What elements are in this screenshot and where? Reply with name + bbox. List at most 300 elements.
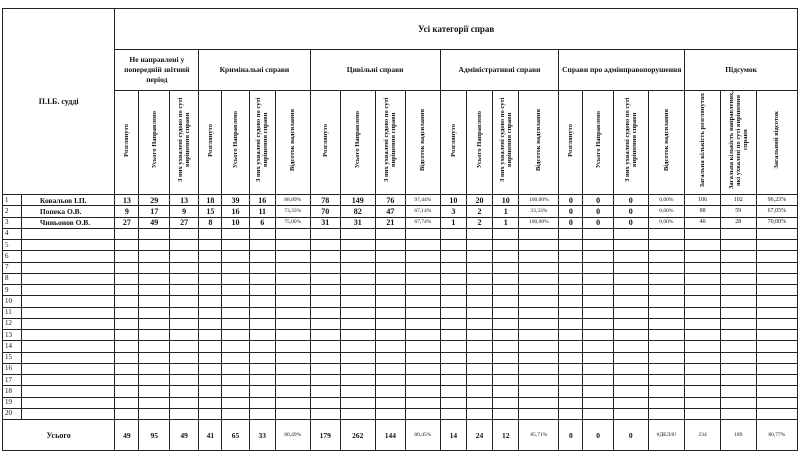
table-cell (440, 318, 466, 329)
table-cell (169, 352, 198, 363)
table-cell (310, 408, 340, 419)
table-cell (340, 296, 375, 307)
table-cell (275, 251, 310, 262)
table-cell: 0 (613, 195, 648, 206)
table-cell (559, 318, 583, 329)
column-header (169, 91, 198, 195)
table-cell (310, 307, 340, 318)
table-cell (685, 240, 721, 251)
table-cell: 76 (375, 195, 405, 206)
table-cell (115, 352, 139, 363)
table-cell (249, 228, 275, 239)
table-cell (249, 363, 275, 374)
table-cell (559, 386, 583, 397)
table-cell (199, 375, 222, 386)
table-cell (440, 262, 466, 273)
table-cell (375, 262, 405, 273)
judge-name (21, 251, 114, 262)
table-cell (139, 228, 169, 239)
table-cell (199, 251, 222, 262)
table-cell: 67,14% (406, 206, 441, 217)
table-cell (310, 386, 340, 397)
table-cell (466, 408, 492, 419)
category-header-not-sent: Не направлені у попередній звітний період (115, 50, 199, 91)
table-cell (199, 273, 222, 284)
table-row (3, 408, 798, 419)
table-cell (519, 408, 559, 419)
table-cell (440, 375, 466, 386)
judge-name (21, 330, 114, 341)
table-cell: 0,00% (648, 195, 685, 206)
column-header-label: Відсоток надсилання (535, 108, 543, 172)
table-cell (310, 363, 340, 374)
table-cell (169, 273, 198, 284)
table-cell (115, 240, 139, 251)
table-cell (720, 375, 756, 386)
table-cell (375, 397, 405, 408)
table-cell (440, 352, 466, 363)
table-cell (519, 397, 559, 408)
table-cell (406, 341, 441, 352)
judge-name (21, 397, 114, 408)
table-cell (375, 307, 405, 318)
table-cell: 10 (440, 195, 466, 206)
table-cell (340, 285, 375, 296)
table-cell: 149 (340, 195, 375, 206)
table-row (3, 397, 798, 408)
table-cell (310, 352, 340, 363)
judge-name (21, 296, 114, 307)
judge-name-header: П.І.Б. судді (3, 9, 115, 195)
table-cell (249, 341, 275, 352)
table-cell (115, 408, 139, 419)
table-cell (756, 228, 797, 239)
table-cell (648, 397, 685, 408)
table-cell (275, 240, 310, 251)
table-cell (406, 273, 441, 284)
table-cell: 96,23% (756, 195, 797, 206)
table-cell (583, 318, 613, 329)
table-cell (249, 318, 275, 329)
table-cell: 40 (685, 217, 721, 228)
table-cell: 97,44% (406, 195, 441, 206)
table-cell (685, 307, 721, 318)
report-sheet (2, 8, 798, 451)
table-cell (440, 228, 466, 239)
column-header (375, 91, 405, 195)
table-cell (648, 296, 685, 307)
column-header-label: Розглянуто (567, 123, 575, 157)
table-cell (310, 375, 340, 386)
table-cell (685, 262, 721, 273)
table-cell (340, 386, 375, 397)
table-cell (169, 228, 198, 239)
table-cell (115, 273, 139, 284)
table-cell (222, 397, 249, 408)
table-cell (583, 240, 613, 251)
row-index: 20 (3, 408, 22, 419)
table-cell (648, 285, 685, 296)
table-cell (310, 397, 340, 408)
table-row (3, 352, 798, 363)
table-cell (613, 273, 648, 284)
table-cell (340, 228, 375, 239)
table-cell (310, 296, 340, 307)
table-cell (375, 363, 405, 374)
all-categories-header: Усі категорії справ (115, 9, 798, 50)
column-header (440, 91, 466, 195)
table-cell (406, 240, 441, 251)
table-cell (375, 228, 405, 239)
table-cell (222, 318, 249, 329)
table-cell (519, 375, 559, 386)
table-cell (199, 341, 222, 352)
table-cell (169, 330, 198, 341)
table-cell (519, 262, 559, 273)
table-cell: 27 (115, 217, 139, 228)
table-cell (466, 307, 492, 318)
judge-name (21, 240, 114, 251)
table-cell (756, 307, 797, 318)
table-cell (519, 341, 559, 352)
table-cell (720, 228, 756, 239)
table-cell: 0 (559, 217, 583, 228)
table-cell: 0 (613, 217, 648, 228)
row-index: 14 (3, 341, 22, 352)
row-index: 18 (3, 386, 22, 397)
table-cell (519, 251, 559, 262)
table-cell (275, 375, 310, 386)
table-cell (559, 296, 583, 307)
column-header-label: З них ухвалені судово по суті вирішення справи (498, 97, 513, 183)
table-cell (406, 251, 441, 262)
row-index: 5 (3, 240, 22, 251)
table-cell (720, 318, 756, 329)
table-cell (406, 363, 441, 374)
table-cell (115, 262, 139, 273)
table-cell: 102 (720, 195, 756, 206)
table-cell (613, 285, 648, 296)
table-cell (199, 240, 222, 251)
table-cell (613, 363, 648, 374)
table-cell (440, 273, 466, 284)
table-row (3, 341, 798, 352)
table-cell (466, 240, 492, 251)
table-cell (583, 262, 613, 273)
total-cell: 85,71% (519, 420, 559, 451)
table-cell (169, 375, 198, 386)
category-header-row (3, 50, 798, 91)
table-cell (275, 386, 310, 397)
table-cell (440, 408, 466, 419)
table-cell (340, 240, 375, 251)
table-cell (340, 363, 375, 374)
judge-name (21, 307, 114, 318)
total-cell: 12 (493, 420, 519, 451)
table-cell (275, 307, 310, 318)
table-cell (583, 397, 613, 408)
column-header-label: Розглянуто (321, 123, 329, 157)
table-cell (613, 330, 648, 341)
table-cell (648, 251, 685, 262)
table-row (3, 228, 798, 239)
table-cell (685, 296, 721, 307)
table-cell (406, 397, 441, 408)
table-cell: 59 (720, 206, 756, 217)
table-cell (756, 408, 797, 419)
table-cell: 49 (139, 217, 169, 228)
table-cell (249, 375, 275, 386)
table-cell (685, 285, 721, 296)
table-cell (115, 251, 139, 262)
table-cell (310, 330, 340, 341)
table-cell (169, 318, 198, 329)
table-cell (466, 262, 492, 273)
total-cell: 80,49% (275, 420, 310, 451)
table-cell: 78 (310, 195, 340, 206)
table-cell: 27 (169, 217, 198, 228)
table-cell (519, 273, 559, 284)
table-cell (222, 386, 249, 397)
table-cell (222, 285, 249, 296)
table-cell (139, 273, 169, 284)
column-header (720, 91, 756, 195)
table-cell (310, 318, 340, 329)
table-row (3, 240, 798, 251)
table-cell (559, 363, 583, 374)
table-cell: 9 (169, 206, 198, 217)
table-cell (720, 397, 756, 408)
table-cell (199, 228, 222, 239)
table-cell (466, 318, 492, 329)
column-header-label: Усього Направлено (150, 111, 158, 169)
table-cell (115, 285, 139, 296)
table-row (3, 195, 798, 206)
table-cell (685, 273, 721, 284)
table-cell (199, 386, 222, 397)
judges-report-table (2, 8, 798, 451)
table-cell (519, 363, 559, 374)
table-cell: 31 (310, 217, 340, 228)
table-cell (440, 330, 466, 341)
table-cell: 70 (310, 206, 340, 217)
table-cell (466, 330, 492, 341)
table-cell (222, 307, 249, 318)
table-cell (613, 341, 648, 352)
table-cell (583, 375, 613, 386)
row-index: 6 (3, 251, 22, 262)
table-cell (613, 386, 648, 397)
column-header-label: Усього Направлено (594, 111, 602, 169)
table-cell (275, 341, 310, 352)
table-cell (648, 330, 685, 341)
row-index: 15 (3, 352, 22, 363)
table-cell: 29 (139, 195, 169, 206)
total-cell: 49 (169, 420, 198, 451)
table-cell (375, 352, 405, 363)
category-header-civil: Цивільні справи (310, 50, 440, 91)
column-header-row (3, 91, 798, 195)
table-cell (222, 296, 249, 307)
table-cell (756, 386, 797, 397)
table-cell: 47 (375, 206, 405, 217)
table-cell (115, 296, 139, 307)
judge-name (21, 228, 114, 239)
table-cell: 0 (613, 206, 648, 217)
table-cell (375, 330, 405, 341)
table-cell (139, 330, 169, 341)
table-cell (685, 318, 721, 329)
table-cell (249, 285, 275, 296)
table-cell (756, 240, 797, 251)
table-cell (440, 363, 466, 374)
column-header (115, 91, 139, 195)
row-index: 12 (3, 318, 22, 329)
table-cell: 21 (375, 217, 405, 228)
table-cell (583, 307, 613, 318)
table-cell (139, 296, 169, 307)
table-cell (559, 228, 583, 239)
table-row (3, 330, 798, 341)
column-header-label: Розглянуто (206, 123, 214, 157)
judge-name (21, 285, 114, 296)
table-row (3, 386, 798, 397)
table-cell (139, 397, 169, 408)
table-cell: 88,89% (275, 195, 310, 206)
table-cell (375, 386, 405, 397)
table-cell (440, 386, 466, 397)
table-cell (613, 307, 648, 318)
table-cell (169, 240, 198, 251)
table-cell (493, 251, 519, 262)
column-header (199, 91, 222, 195)
table-cell (222, 341, 249, 352)
table-cell (115, 386, 139, 397)
column-header-label: Усього Направлено (476, 111, 484, 169)
table-cell (199, 307, 222, 318)
table-cell (559, 307, 583, 318)
table-cell: 16 (222, 206, 249, 217)
table-cell (115, 228, 139, 239)
table-cell (340, 307, 375, 318)
table-cell (249, 251, 275, 262)
table-cell (466, 386, 492, 397)
row-index: 13 (3, 330, 22, 341)
table-cell (139, 251, 169, 262)
table-cell (519, 296, 559, 307)
table-row (3, 375, 798, 386)
table-cell (340, 251, 375, 262)
table-cell (199, 408, 222, 419)
table-cell (340, 397, 375, 408)
table-cell (139, 318, 169, 329)
table-cell: 67,05% (756, 206, 797, 217)
table-cell (648, 228, 685, 239)
column-header (756, 91, 797, 195)
table-cell (139, 341, 169, 352)
table-row (3, 296, 798, 307)
category-header-criminal: Кримінальні справи (199, 50, 310, 91)
table-cell (222, 352, 249, 363)
table-cell (249, 330, 275, 341)
table-cell (406, 330, 441, 341)
table-cell (466, 352, 492, 363)
table-cell (310, 273, 340, 284)
table-cell (199, 352, 222, 363)
table-cell (559, 251, 583, 262)
table-cell: 0,00% (648, 217, 685, 228)
table-row (3, 206, 798, 217)
table-cell (493, 352, 519, 363)
table-cell (493, 397, 519, 408)
table-cell: 31 (340, 217, 375, 228)
column-header (685, 91, 721, 195)
table-cell: 0 (559, 206, 583, 217)
table-cell: 1 (493, 206, 519, 217)
table-cell (756, 251, 797, 262)
table-cell (199, 296, 222, 307)
table-cell (720, 408, 756, 419)
table-cell (222, 363, 249, 374)
row-index: 10 (3, 296, 22, 307)
total-cell: 0 (613, 420, 648, 451)
table-cell (466, 397, 492, 408)
table-cell (466, 228, 492, 239)
table-cell: 15 (199, 206, 222, 217)
table-cell (613, 408, 648, 419)
total-cell: 33 (249, 420, 275, 451)
total-row (3, 420, 798, 451)
table-cell (648, 386, 685, 397)
table-cell (222, 408, 249, 419)
table-cell (648, 318, 685, 329)
table-cell (648, 240, 685, 251)
table-cell (275, 330, 310, 341)
table-row (3, 273, 798, 284)
row-index: 17 (3, 375, 22, 386)
table-cell (519, 240, 559, 251)
table-cell (249, 307, 275, 318)
table-cell (720, 363, 756, 374)
column-header (648, 91, 685, 195)
table-cell (466, 375, 492, 386)
table-cell (222, 228, 249, 239)
table-cell (720, 251, 756, 262)
table-cell (375, 341, 405, 352)
table-cell: 28 (720, 217, 756, 228)
table-cell (139, 307, 169, 318)
total-cell: 0 (583, 420, 613, 451)
table-cell: 13 (169, 195, 198, 206)
table-cell: 9 (115, 206, 139, 217)
table-cell (440, 341, 466, 352)
table-cell (493, 296, 519, 307)
judge-name: Ковальов І.П. (21, 195, 114, 206)
table-cell (756, 296, 797, 307)
table-cell (199, 285, 222, 296)
table-cell (340, 262, 375, 273)
table-cell (222, 273, 249, 284)
table-cell (493, 285, 519, 296)
table-cell (720, 296, 756, 307)
table-cell: 1 (493, 217, 519, 228)
table-cell: 8 (199, 217, 222, 228)
table-cell (199, 397, 222, 408)
table-cell: 0 (559, 195, 583, 206)
table-cell (613, 352, 648, 363)
judge-name (21, 341, 114, 352)
table-cell: 70,00% (756, 217, 797, 228)
